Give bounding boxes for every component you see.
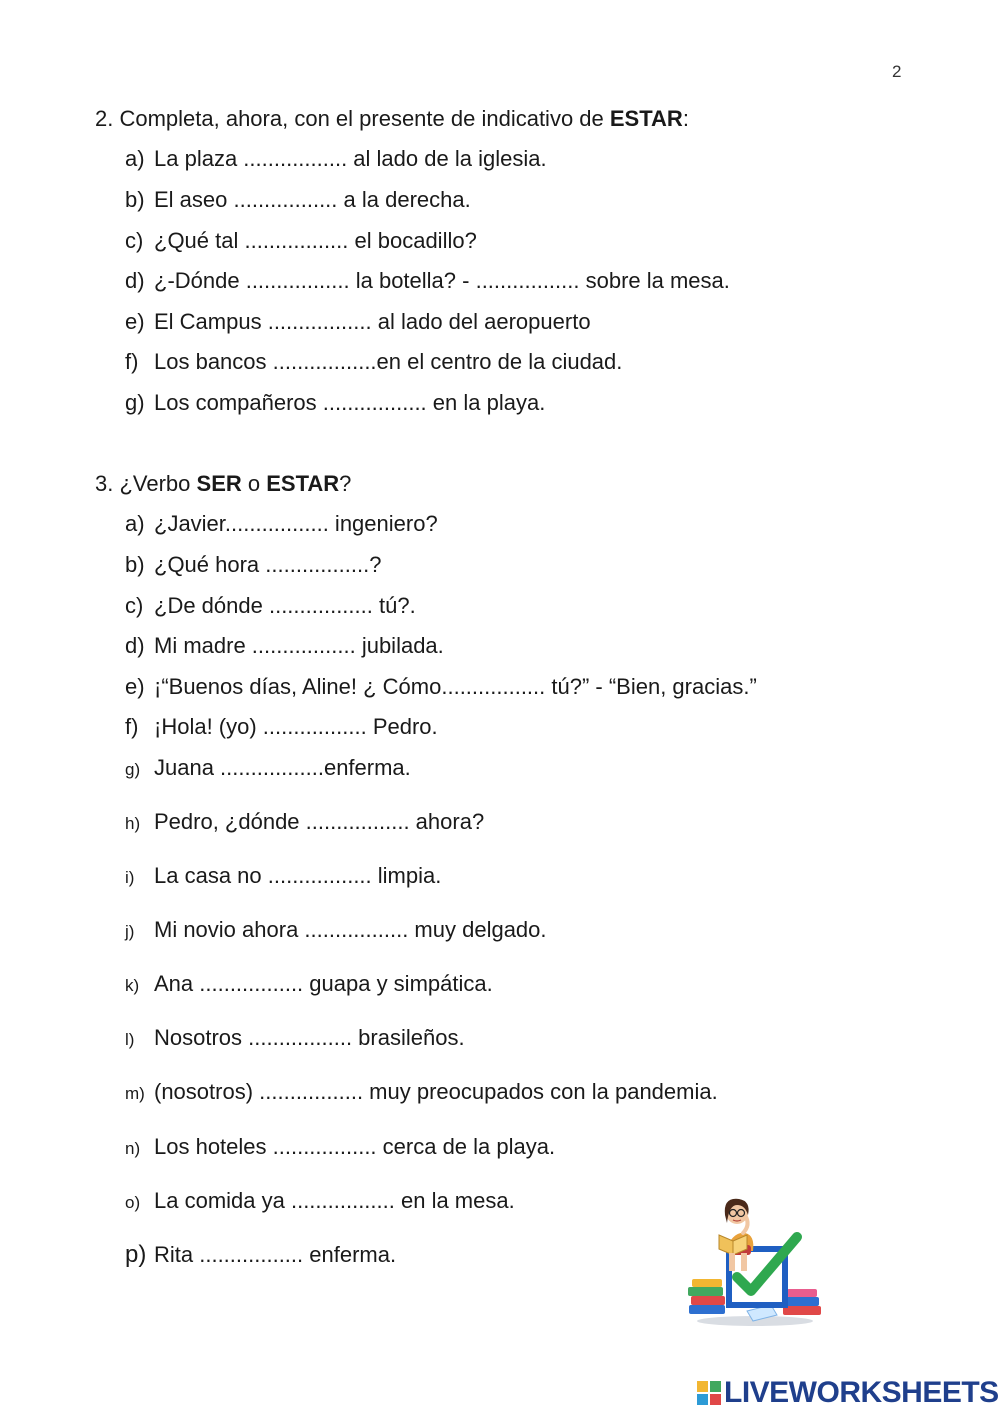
brand-name: LIVEWORKSHEETS	[724, 1376, 999, 1409]
item-text: La plaza ................. al lado de la iglesia.	[154, 146, 547, 171]
exercise-item	[125, 863, 441, 891]
exercise-item	[125, 349, 622, 375]
section-2-title-colon: :	[682, 106, 689, 131]
exercise-item	[125, 755, 411, 783]
exercise-item	[125, 390, 545, 416]
item-text: Nosotros ................. brasileños.	[154, 1025, 465, 1050]
item-letter: e)	[125, 674, 145, 699]
section-3-title-text: 3. ¿Verbo	[95, 471, 197, 496]
exercise-item	[125, 1188, 515, 1216]
item-text: Mi novio ahora ................. muy delgado.	[154, 917, 547, 942]
item-letter: k)	[125, 976, 140, 995]
item-letter: c)	[125, 228, 144, 253]
item-letter: d)	[125, 633, 145, 658]
item-text: ¿Qué hora .................?	[154, 552, 382, 577]
item-text: La casa no ................. limpia.	[154, 863, 442, 888]
exercise-item	[125, 633, 444, 659]
item-letter: h)	[125, 814, 141, 833]
item-text: Mi madre ................. jubilada.	[154, 633, 444, 658]
exercise-item	[125, 1134, 555, 1162]
item-letter: a)	[125, 511, 145, 536]
section-3-title-or: o	[241, 471, 267, 496]
exercise-item	[125, 309, 591, 335]
item-text: Rita ................. enferma.	[154, 1242, 397, 1267]
section-2-title-verb: ESTAR	[609, 106, 683, 131]
item-letter: g)	[125, 390, 145, 415]
exercise-item	[125, 593, 416, 619]
exercise-item	[125, 714, 438, 740]
item-text: ¿Qué tal ................. el bocadillo?	[154, 228, 477, 253]
item-text: El Campus ................. al lado del aeropuerto	[154, 309, 591, 334]
item-text: Los hoteles ................. cerca de la playa.	[154, 1134, 556, 1159]
section-3-title-verb-ser: SER	[196, 471, 242, 496]
exercise-item	[125, 674, 757, 700]
item-text: Ana ................. guapa y simpática.	[154, 971, 493, 996]
item-text: Juana .................enferma.	[154, 755, 411, 780]
item-text: (nosotros) ................. muy preocupados con la pandemia.	[154, 1079, 718, 1104]
exercise-item	[125, 971, 493, 999]
exercise-item	[125, 511, 438, 537]
exercise-item	[125, 1025, 465, 1053]
item-text: ¿De dónde ................. tú?.	[154, 593, 416, 618]
item-text: ¡“Buenos días, Aline! ¿ Cómo................. tú?” - “Bien, gracias.”	[154, 674, 757, 699]
page-number: 2	[892, 62, 902, 81]
item-letter: c)	[125, 593, 144, 618]
exercise-item	[125, 917, 547, 945]
item-letter: g)	[125, 760, 141, 779]
section-2-title	[95, 106, 689, 132]
exercise-item	[125, 1242, 396, 1268]
item-letter: p)	[125, 1241, 147, 1268]
item-letter: m)	[125, 1084, 145, 1103]
section-3-title-verb-estar: ESTAR	[266, 471, 340, 496]
item-text: Pedro, ¿dónde ................. ahora?	[154, 809, 485, 834]
teacher-reading-checkmark-icon	[685, 1193, 825, 1328]
section-3-title	[95, 471, 351, 497]
section-2-title-text: 2. Completa, ahora, con el presente de indicativo de	[95, 106, 610, 131]
exercise-item	[125, 809, 484, 837]
exercise-item	[125, 552, 381, 578]
item-letter: l)	[125, 1030, 135, 1049]
exercise-item	[125, 268, 730, 294]
item-letter: n)	[125, 1139, 141, 1158]
item-letter: j)	[125, 922, 135, 941]
item-letter: i)	[125, 868, 135, 887]
item-text: El aseo ................. a la derecha.	[154, 187, 471, 212]
item-letter: b)	[125, 187, 145, 212]
exercise-item	[125, 228, 477, 254]
liveworksheets-logo-icon	[697, 1381, 721, 1405]
item-text: ¡Hola! (yo) ................. Pedro.	[154, 714, 438, 739]
item-text: ¿Javier................. ingeniero?	[154, 511, 438, 536]
item-text: ¿-Dónde ................. la botella? - ................. sobre la mesa.	[154, 268, 730, 293]
item-text: Los compañeros ................. en la playa.	[154, 390, 546, 415]
item-letter: e)	[125, 309, 145, 334]
item-letter: f)	[125, 349, 139, 374]
item-letter: a)	[125, 146, 145, 171]
item-text: La comida ya ................. en la mesa.	[154, 1188, 515, 1213]
exercise-item	[125, 146, 547, 172]
liveworksheets-brand[interactable]	[697, 1375, 999, 1411]
exercise-item	[125, 1079, 718, 1107]
item-letter: b)	[125, 552, 145, 577]
section-3-title-question: ?	[339, 471, 352, 496]
item-letter: d)	[125, 268, 145, 293]
exercise-item	[125, 187, 471, 213]
item-text: Los bancos .................en el centro de la ciudad.	[154, 349, 623, 374]
item-letter: o)	[125, 1193, 141, 1212]
item-letter: f)	[125, 714, 139, 739]
